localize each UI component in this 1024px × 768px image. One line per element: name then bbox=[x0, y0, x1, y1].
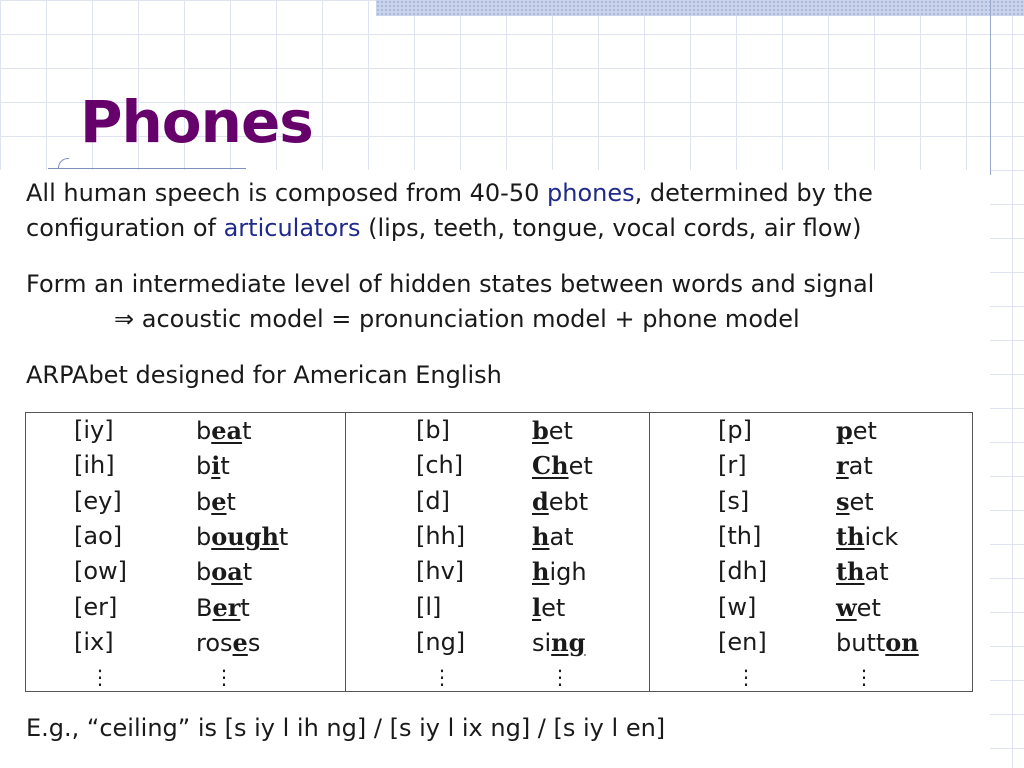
phone-symbol: [l] bbox=[416, 592, 442, 621]
phone-symbol: [s] bbox=[718, 486, 750, 515]
word-part: b bbox=[196, 558, 212, 587]
intro-line-2 bbox=[26, 214, 862, 242]
phone-symbol: [er] bbox=[74, 592, 118, 621]
vertical-ellipsis: ⋮ bbox=[90, 665, 110, 690]
highlighted-letters: b bbox=[532, 416, 549, 445]
word-part: ebt bbox=[548, 487, 589, 516]
phone-symbol: [ix] bbox=[74, 627, 114, 656]
example-word bbox=[196, 554, 252, 590]
model-line-1: Form an intermediate level of hidden states between words and signal bbox=[26, 270, 875, 298]
example-word bbox=[532, 484, 588, 520]
phone-symbol: [ng] bbox=[416, 627, 466, 656]
phone-symbol: [ey] bbox=[74, 486, 122, 515]
table-row bbox=[26, 484, 972, 519]
example-word bbox=[532, 625, 585, 661]
word-part: igh bbox=[549, 558, 587, 587]
vertical-ellipsis: ⋮ bbox=[432, 665, 452, 690]
highlighted-letters: h bbox=[532, 557, 550, 587]
word-part: t bbox=[242, 558, 253, 587]
example-word bbox=[836, 519, 898, 555]
word-part: ick bbox=[864, 522, 899, 551]
word-part: et bbox=[852, 417, 877, 445]
table-row bbox=[26, 413, 972, 448]
highlighted-letters: th bbox=[836, 521, 865, 551]
right-decorative-rule bbox=[990, 0, 991, 175]
highlighted-letters: Ch bbox=[532, 451, 569, 481]
word-part: at bbox=[864, 558, 889, 587]
phone-symbol: [w] bbox=[718, 592, 757, 621]
phone-symbol: [hh] bbox=[416, 521, 466, 550]
phone-symbol: [th] bbox=[718, 521, 762, 550]
vertical-ellipsis: ⋮ bbox=[550, 665, 570, 690]
word-part: si bbox=[532, 628, 552, 657]
example-word bbox=[836, 448, 873, 484]
arpabet-table bbox=[25, 412, 973, 692]
highlighted-letters: ough bbox=[211, 521, 279, 551]
word-part: t bbox=[226, 487, 236, 516]
phone-symbol: [dh] bbox=[718, 557, 768, 586]
word-part: b bbox=[196, 487, 212, 516]
table-row bbox=[26, 519, 972, 554]
word-part: ros bbox=[196, 628, 233, 657]
word-part: et bbox=[856, 593, 881, 622]
keyword-articulators: articulators bbox=[223, 214, 361, 242]
model-paragraph bbox=[26, 267, 874, 337]
highlighted-letters: s bbox=[836, 486, 850, 516]
example-word bbox=[532, 413, 573, 449]
intro-text: All human speech is composed from 40-50 bbox=[26, 179, 547, 207]
slide-title: Phones bbox=[80, 88, 313, 156]
continuation-row bbox=[26, 660, 972, 695]
highlighted-letters: er bbox=[212, 592, 241, 622]
example-word bbox=[532, 554, 587, 590]
intro-text: (lips, teeth, tongue, vocal cords, air flow) bbox=[360, 214, 862, 242]
highlighted-letters: i bbox=[211, 451, 221, 481]
word-part: et bbox=[548, 417, 573, 445]
word-part: b bbox=[196, 522, 212, 551]
word-part: butt bbox=[836, 628, 886, 657]
intro-text: configuration of bbox=[26, 214, 224, 242]
highlighted-letters: oa bbox=[211, 557, 243, 587]
highlighted-letters: l bbox=[532, 592, 542, 622]
word-part: b bbox=[196, 417, 212, 445]
model-equation: ⇒ acoustic model = pronunciation model + phone model bbox=[114, 305, 800, 333]
example-word bbox=[196, 484, 236, 520]
example-word bbox=[836, 590, 881, 626]
highlighted-letters: w bbox=[836, 592, 857, 622]
intro-paragraph bbox=[26, 176, 873, 246]
top-decorative-band bbox=[376, 0, 1024, 16]
highlighted-letters: ea bbox=[211, 416, 243, 445]
highlighted-letters: th bbox=[836, 557, 865, 587]
word-part: t bbox=[278, 522, 289, 551]
phone-symbol: [r] bbox=[718, 451, 747, 480]
title-underline bbox=[48, 168, 246, 169]
phone-symbol: [p] bbox=[718, 416, 752, 444]
word-part: at bbox=[848, 452, 873, 481]
table-row bbox=[26, 625, 972, 660]
word-part: et bbox=[568, 452, 593, 481]
highlighted-letters: e bbox=[211, 486, 227, 516]
example-word bbox=[196, 448, 230, 484]
word-part: b bbox=[196, 452, 212, 481]
highlighted-letters: e bbox=[232, 627, 248, 657]
example-word bbox=[196, 590, 250, 626]
word-part: et bbox=[849, 487, 874, 516]
phone-symbol: [b] bbox=[416, 416, 450, 444]
word-part: t bbox=[242, 417, 252, 445]
highlighted-letters: r bbox=[836, 451, 849, 481]
keyword-phones: phones bbox=[547, 179, 635, 207]
vertical-ellipsis: ⋮ bbox=[736, 665, 756, 690]
word-part: s bbox=[247, 628, 261, 657]
intro-text: , determined by the bbox=[634, 179, 873, 207]
vertical-ellipsis: ⋮ bbox=[854, 665, 874, 690]
phone-symbol: [ao] bbox=[74, 521, 123, 550]
table-row bbox=[26, 590, 972, 625]
example-word bbox=[532, 590, 565, 626]
highlighted-letters: on bbox=[885, 627, 919, 657]
vertical-ellipsis: ⋮ bbox=[214, 665, 234, 690]
highlighted-letters: p bbox=[836, 416, 853, 445]
arpabet-heading: ARPAbet designed for American English bbox=[26, 361, 502, 389]
example-word bbox=[836, 413, 877, 449]
highlighted-letters: h bbox=[532, 521, 550, 551]
example-word bbox=[196, 519, 288, 555]
slide-content bbox=[0, 170, 990, 768]
highlighted-letters: d bbox=[532, 486, 549, 516]
phone-symbol: [d] bbox=[416, 486, 450, 515]
highlighted-letters: ng bbox=[551, 627, 586, 657]
phone-symbol: [en] bbox=[718, 627, 767, 656]
phone-symbol: [hv] bbox=[416, 557, 465, 586]
phone-symbol: [iy] bbox=[74, 416, 114, 444]
table-row bbox=[26, 554, 972, 589]
phone-symbol: [ch] bbox=[416, 451, 464, 480]
phone-symbol: [ow] bbox=[74, 557, 128, 586]
example-word bbox=[196, 413, 251, 449]
table-row bbox=[26, 448, 972, 483]
example-word bbox=[532, 448, 593, 484]
word-part: at bbox=[549, 522, 574, 551]
example-word bbox=[532, 519, 574, 555]
intro-line-1 bbox=[26, 179, 873, 207]
word-part: t bbox=[220, 452, 230, 481]
example-word bbox=[196, 625, 260, 661]
example-line: E.g., “ceiling” is [s iy l ih ng] / [s iy l ix ng] / [s iy l en] bbox=[26, 714, 666, 742]
example-word bbox=[836, 484, 874, 520]
phone-symbol: [ih] bbox=[74, 451, 115, 480]
example-word bbox=[836, 625, 919, 661]
example-word bbox=[836, 554, 889, 590]
word-part: et bbox=[541, 593, 566, 622]
word-part: B bbox=[196, 593, 213, 622]
word-part: t bbox=[240, 593, 250, 622]
